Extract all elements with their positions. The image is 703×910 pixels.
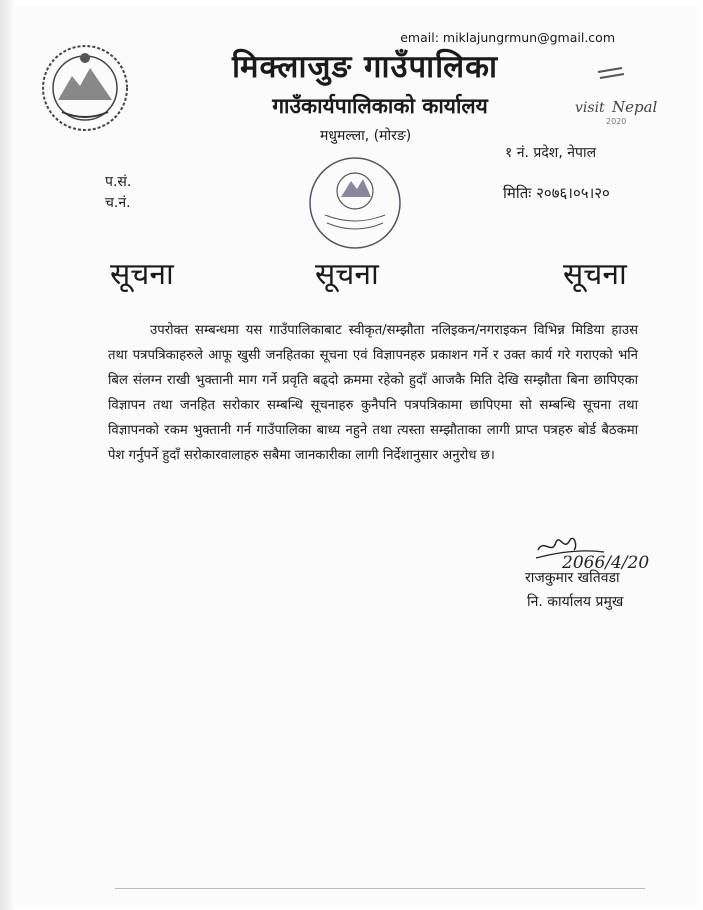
office-subtitle: गाउँकार्यपालिकाको कार्यालय xyxy=(272,94,488,118)
handwritten-date: 2066/4/20 xyxy=(562,553,650,573)
dispatch-number-label: च.नं. xyxy=(105,195,131,211)
visit-nepal-logo xyxy=(570,62,658,132)
province-label: १ नं. प्रदेश, नेपाल xyxy=(505,145,597,161)
signatory-title: नि. कार्यालय प्रमुख xyxy=(527,594,624,610)
visit-nepal-logo-year: 2020 xyxy=(606,117,627,126)
visit-nepal-logo-visit: visit xyxy=(575,100,605,116)
letter-date: मितिः २०७६।०५।२० xyxy=(503,184,610,202)
visit-nepal-logo-nepal: Nepal xyxy=(612,98,658,116)
office-stamp-icon xyxy=(305,153,405,253)
email-address: email: miklajungrmun@gmail.com xyxy=(400,30,615,45)
municipality-title: मिक्लाजुङ गाउँपालिका xyxy=(231,49,499,85)
notice-heading-left: सूचना xyxy=(110,257,174,292)
footer-divider xyxy=(115,888,645,889)
signatory-name: राजकुमार खतिवडा xyxy=(525,570,620,586)
office-address: मधुमल्ला, (मोरङ) xyxy=(320,128,412,144)
notice-body-text: उपरोक्त सम्बन्धमा यस गाउँपालिकाबाट स्वीकृत/सम्झौता नलिइकन/नगराइकन विभिन्न मिडिया हाउस तथा पत्रपत्रिकाहरुले आफू खुसी जनहितका सूचना एवं विज्ञापनहरु प्रकाशन गर्ने र उक्त कार्य गरे गराएको भनि बिल संलग्न राखी भुक्तानी माग गर्ने प्रवृति बढ्दो क्रममा रहेको हुदाँ आजकै मिति देखि सम्झौता बिना छापिएका विज्ञापन तथा जनहित सरोकार सम्बन्धि सूचनाहरु कुनैपनि पत्रपत्रिकामा छापिएमा सो सम्बन्धि सूचना तथा विज्ञापनको रकम भुक्तानी गर्न गाउँपालिका बाध्य नहुने तथा त्यस्ता सम्झौताका लागी प्राप्त पत्रहरु बोर्ड बैठकमा पेश गर्नुपर्ने हुदाँ सरोकारवालाहरु सबैमा जानकारीका लागी निर्देशानुसार अनुरोध छ। xyxy=(108,323,638,463)
nepal-emblem-icon xyxy=(40,42,130,134)
notice-heading-center: सूचना xyxy=(315,257,379,292)
notice-heading-right: सूचना xyxy=(563,257,627,292)
notice-body xyxy=(108,318,638,468)
reference-number-label: प.सं. xyxy=(105,174,132,190)
